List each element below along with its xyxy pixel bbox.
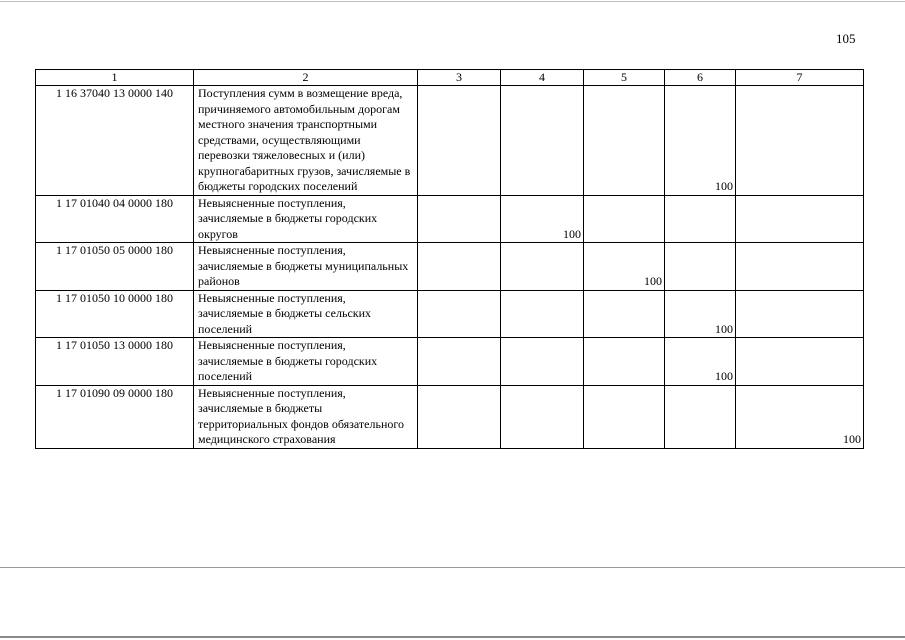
- value-cell-5: [584, 385, 665, 448]
- page-divider-line: [0, 567, 905, 568]
- value-cell-7: [736, 243, 864, 291]
- page-number: 105: [836, 31, 856, 46]
- revenue-code-cell: 1 17 01050 05 0000 180: [36, 243, 194, 291]
- value-cell-5: [584, 86, 665, 196]
- table-row: [36, 86, 864, 196]
- budget-table: [35, 69, 864, 449]
- value-cell-6: 100: [665, 86, 736, 196]
- value-cell-4: [501, 385, 584, 448]
- value-cell-4: [501, 243, 584, 291]
- column-header-1: 1: [36, 70, 194, 86]
- revenue-code-cell: 1 16 37040 13 0000 140: [36, 86, 194, 196]
- revenue-code-cell: 1 17 01050 13 0000 180: [36, 338, 194, 386]
- column-header-6: 6: [665, 70, 736, 86]
- value-cell-3: [418, 290, 501, 338]
- table-row: [36, 243, 864, 291]
- value-cell-6: [665, 385, 736, 448]
- value-cell-7: [736, 290, 864, 338]
- column-header-4: 4: [501, 70, 584, 86]
- value-cell-3: [418, 243, 501, 291]
- value-cell-4: 100: [501, 195, 584, 243]
- value-cell-7: [736, 338, 864, 386]
- value-cell-6: 100: [665, 338, 736, 386]
- value-cell-5: [584, 290, 665, 338]
- revenue-name-cell: Невыясненные поступления, зачисляемые в бюджеты городских округов: [194, 195, 418, 243]
- table-row: [36, 385, 864, 448]
- revenue-name-cell: Поступления сумм в возмещение вреда, причиняемого автомобильным дорогам местного значения транспортными средствами, осуществляющими перевозки тяжеловесных и (или) крупногабаритных грузов, зачисляемые в бюджеты городских поселений: [194, 86, 418, 196]
- value-cell-4: [501, 86, 584, 196]
- value-cell-4: [501, 338, 584, 386]
- revenue-code-cell: 1 17 01040 04 0000 180: [36, 195, 194, 243]
- table-row: [36, 290, 864, 338]
- top-rule: [0, 1, 905, 2]
- value-cell-7: [736, 195, 864, 243]
- value-cell-3: [418, 195, 501, 243]
- value-cell-3: [418, 385, 501, 448]
- table-row: [36, 338, 864, 386]
- column-header-3: 3: [418, 70, 501, 86]
- revenue-code-cell: 1 17 01090 09 0000 180: [36, 385, 194, 448]
- value-cell-5: [584, 195, 665, 243]
- value-cell-7: 100: [736, 385, 864, 448]
- revenue-name-cell: Невыясненные поступления, зачисляемые в бюджеты территориальных фондов обязательного медицинского страхования: [194, 385, 418, 448]
- value-cell-3: [418, 338, 501, 386]
- revenue-name-cell: Невыясненные поступления, зачисляемые в бюджеты городских поселений: [194, 338, 418, 386]
- value-cell-7: [736, 86, 864, 196]
- value-cell-4: [501, 290, 584, 338]
- value-cell-5: [584, 338, 665, 386]
- value-cell-5: 100: [584, 243, 665, 291]
- value-cell-6: [665, 195, 736, 243]
- revenue-name-cell: Невыясненные поступления, зачисляемые в бюджеты муниципальных районов: [194, 243, 418, 291]
- column-header-2: 2: [194, 70, 418, 86]
- page-bottom-line: [0, 636, 905, 638]
- table-row: [36, 195, 864, 243]
- revenue-code-cell: 1 17 01050 10 0000 180: [36, 290, 194, 338]
- header-row: [36, 70, 864, 86]
- column-header-7: 7: [736, 70, 864, 86]
- revenue-name-cell: Невыясненные поступления, зачисляемые в бюджеты сельских поселений: [194, 290, 418, 338]
- column-header-5: 5: [584, 70, 665, 86]
- value-cell-6: 100: [665, 290, 736, 338]
- value-cell-6: [665, 243, 736, 291]
- value-cell-3: [418, 86, 501, 196]
